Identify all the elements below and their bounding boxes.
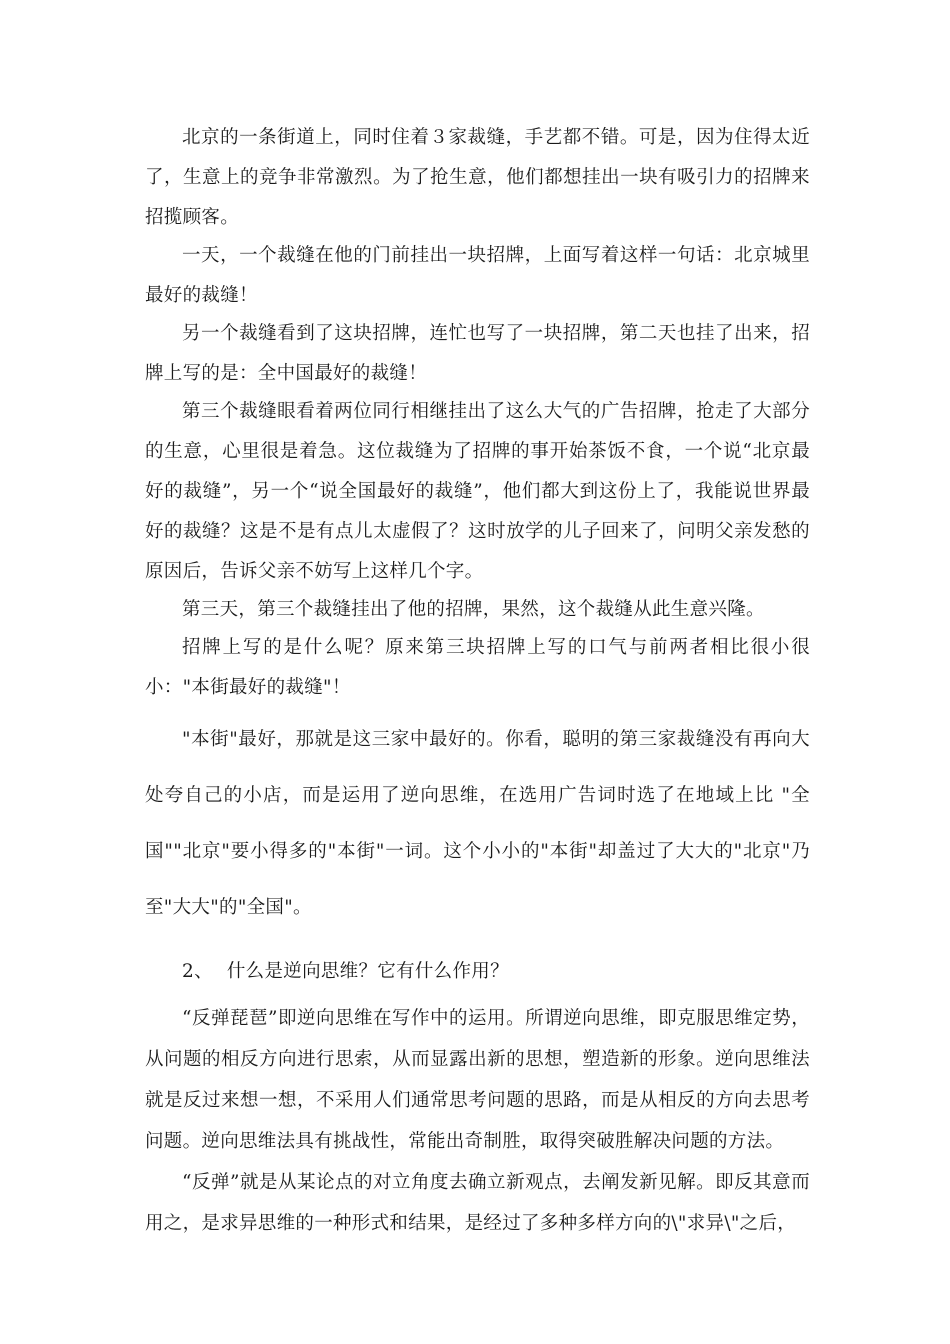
story-paragraph-3: 另一个裁缝看到了这块招牌，连忙也写了一块招牌，第二天也挂了出来，招牌上写的是：全中国最好的裁缝！ (145, 323, 810, 384)
explanation-section (145, 998, 810, 1244)
story-paragraph-6: 招牌上写的是什么呢？原来第三块招牌上写的口气与前两者相比很小很小："本街最好的裁缝"！ (145, 637, 810, 698)
section-heading (145, 952, 810, 992)
story-paragraph-4: 第三个裁缝眼看着两位同行相继挂出了这么大气的广告招牌，抢走了大部分的生意，心里很是着急。这位裁缝为了招牌的事开始茶饭不食，一个说“北京最好的裁缝”，另一个“说全国最好的裁缝”，他们都大到这份上了，我能说世界最好的裁缝？这是不是有点儿太虚假了？这时放学的儿子回来了，问明父亲发愁的原因后，告诉父亲不妨写上这样几个字。 (145, 401, 810, 582)
story-paragraph-2: 一天，一个裁缝在他的门前挂出一块招牌，上面写着这样一句话：北京城里最好的裁缝！ (145, 245, 810, 306)
section-title: 什么是逆向思维？它有什么作用？ (226, 961, 509, 982)
story-paragraph-5: 第三天，第三个裁缝挂出了他的招牌，果然，这个裁缝从此生意兴隆。 (182, 599, 765, 620)
section-number: 2、 (182, 961, 213, 982)
explanation-paragraph-1: “反弹琵琶”即逆向思维在写作中的运用。所谓逆向思维，即克服思维定势，从问题的相反方向进行思索，从而显露出新的思想，塑造新的形象。逆向思维法就是反过来想一想，不采用人们通常思考问题的思路，而是从相反的方向去思考问题。逆向思维法具有挑战性，常能出奇制胜，取得突破胜解决问题的方法。 (145, 1008, 810, 1152)
analysis-paragraph: "本街"最好，那就是这三家中最好的。你看，聪明的第三家裁缝没有再向大处夸自己的小店，而是运用了逆向思维，在选用广告词时选了在地域上比 "全国""北京"要小得多的"本街"一词。这个小小的"本街"却盖过了大大的"北京"乃至"大大"的"全国"。 (145, 729, 810, 918)
document-body (145, 118, 810, 1244)
explanation-paragraph-2: “反弹”就是从某论点的对立角度去确立新观点，去阐发新见解。即反其意而用之，是求异思维的一种形式和结果，是经过了多种多样方向的\"求异\"之后， (145, 1172, 810, 1234)
story-paragraph-1: 北京的一条街道上，同时住着３家裁缝，手艺都不错。可是，因为住得太近了，生意上的竞争非常激烈。为了抢生意，他们都想挂出一块有吸引力的招牌来招揽顾客。 (145, 127, 810, 228)
story-section (145, 118, 810, 936)
